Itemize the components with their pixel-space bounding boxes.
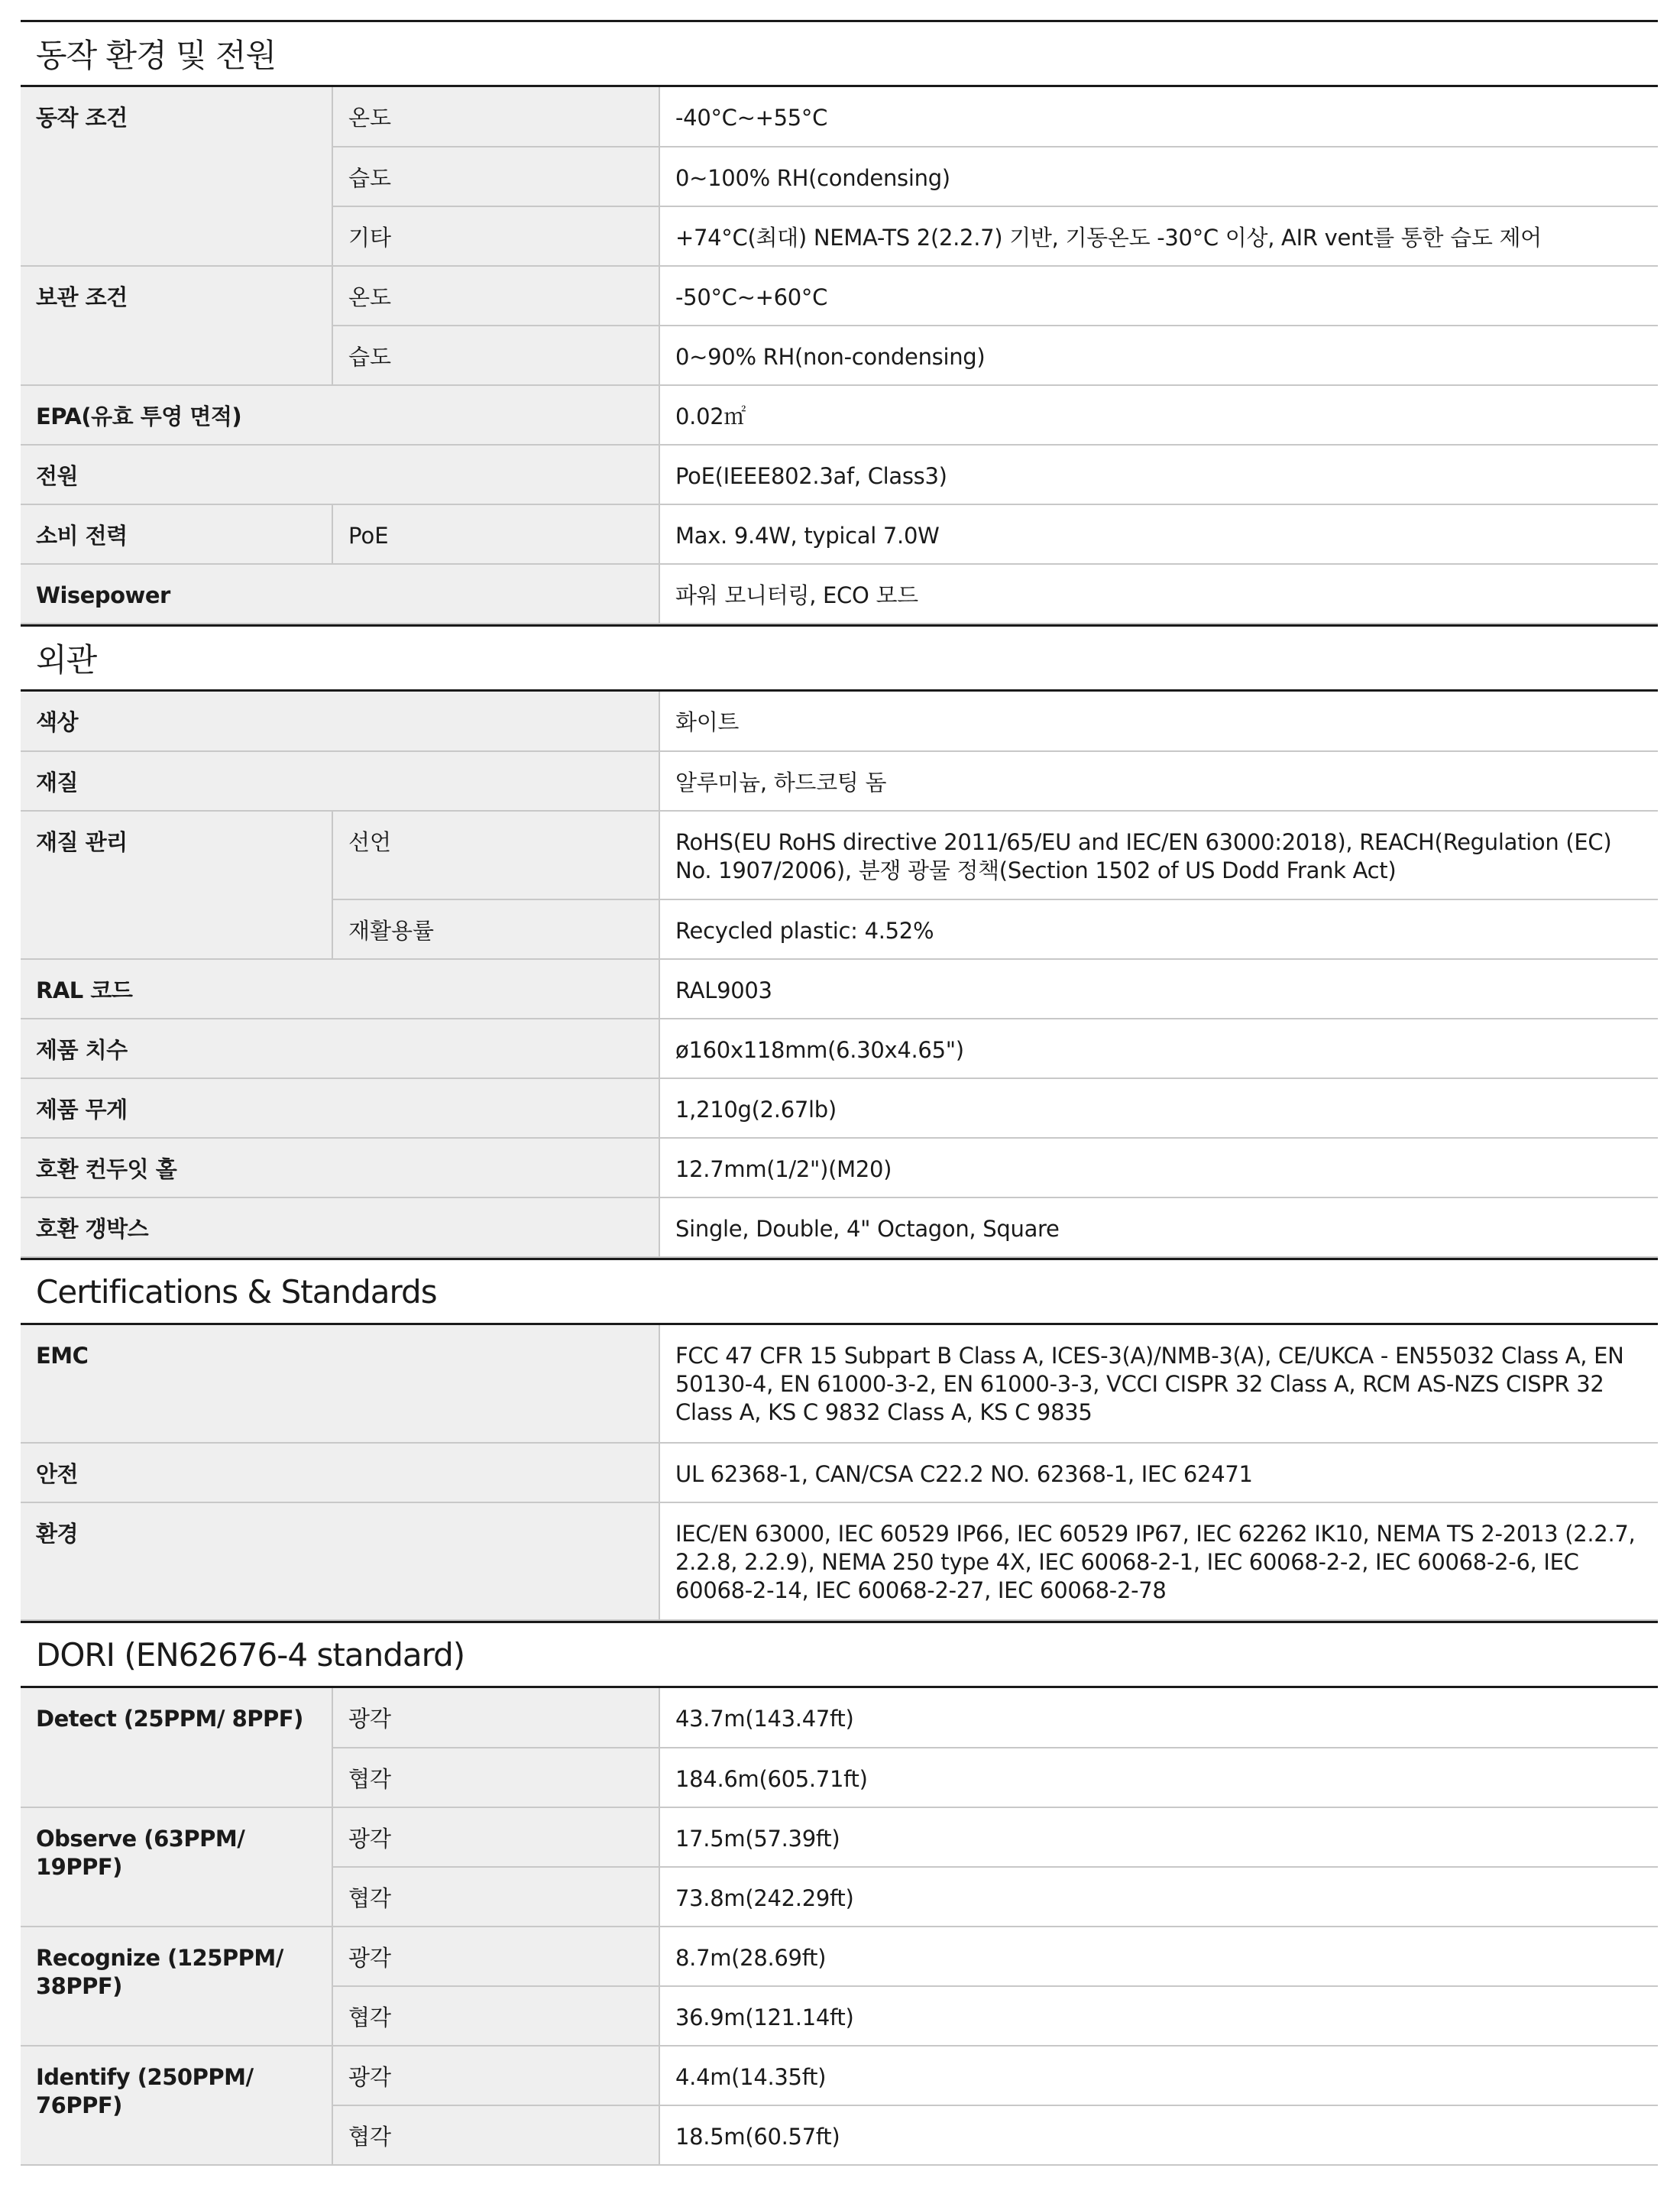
table-row bbox=[21, 1443, 1658, 1502]
row-value: -40°C~+55°C bbox=[659, 87, 1658, 147]
table-row bbox=[21, 87, 1658, 147]
row-label: 보관 조건 bbox=[21, 266, 332, 385]
row-value: 18.5m(60.57ft) bbox=[659, 2105, 1658, 2165]
row-label: EPA(유효 투영 면적) bbox=[21, 385, 659, 445]
row-value: PoE(IEEE802.3af, Class3) bbox=[659, 445, 1658, 504]
table-row bbox=[21, 959, 1658, 1019]
table-row bbox=[21, 692, 1658, 751]
row-value: 파워 모니터링, ECO 모드 bbox=[659, 564, 1658, 624]
row-value: -50°C~+60°C bbox=[659, 266, 1658, 326]
table-row bbox=[21, 1688, 1658, 1748]
row-value: +74°C(최대) NEMA-TS 2(2.2.7) 기반, 기동온도 -30°C 이상, AIR vent를 통한 습도 제어 bbox=[659, 206, 1658, 266]
row-sublabel: 광각 bbox=[332, 1807, 659, 1867]
row-value: 화이트 bbox=[659, 692, 1658, 751]
row-value: FCC 47 CFR 15 Subpart B Class A, ICES-3(A)/NMB-3(A), CE/UKCA - EN55032 Class A, EN 50130-4, EN 61000-3-2, EN 61000-3-3, VCCI CISPR 32 Class A, RCM AS-NZS CISPR 32 Class A, KS C 9832 Class A, KS C 9835 bbox=[659, 1325, 1658, 1443]
table-row bbox=[21, 1927, 1658, 1986]
table-row bbox=[21, 751, 1658, 811]
row-value: UL 62368-1, CAN/CSA C22.2 NO. 62368-1, IEC 62471 bbox=[659, 1443, 1658, 1502]
row-sublabel: 협각 bbox=[332, 2105, 659, 2165]
table-row bbox=[21, 385, 1658, 445]
row-sublabel: 협각 bbox=[332, 1986, 659, 2046]
row-label: RAL 코드 bbox=[21, 959, 659, 1019]
section-title-certifications: Certifications & Standards bbox=[21, 1258, 1658, 1325]
row-value: 1,210g(2.67lb) bbox=[659, 1078, 1658, 1138]
table-row bbox=[21, 1197, 1658, 1257]
table-row bbox=[21, 564, 1658, 624]
table-row bbox=[21, 1019, 1658, 1078]
row-label: Recognize (125PPM/ 38PPF) bbox=[21, 1927, 332, 2046]
row-sublabel: 온도 bbox=[332, 266, 659, 326]
row-sublabel: 온도 bbox=[332, 87, 659, 147]
spec-table-certifications bbox=[21, 1325, 1658, 1621]
row-label: 안전 bbox=[21, 1443, 659, 1502]
row-sublabel: PoE bbox=[332, 504, 659, 564]
section-title-dori: DORI (EN62676-4 standard) bbox=[21, 1621, 1658, 1688]
row-value: 36.9m(121.14ft) bbox=[659, 1986, 1658, 2046]
section-title-appearance: 외관 bbox=[21, 624, 1658, 692]
row-label: Wisepower bbox=[21, 564, 659, 624]
table-row bbox=[21, 1502, 1658, 1620]
row-sublabel: 광각 bbox=[332, 1688, 659, 1748]
spec-sheet bbox=[21, 20, 1658, 2166]
row-label: 소비 전력 bbox=[21, 504, 332, 564]
row-value: 0~100% RH(condensing) bbox=[659, 147, 1658, 206]
row-value: ø160x118mm(6.30x4.65") bbox=[659, 1019, 1658, 1078]
row-value: 17.5m(57.39ft) bbox=[659, 1807, 1658, 1867]
row-label: 색상 bbox=[21, 692, 659, 751]
row-sublabel: 선언 bbox=[332, 811, 659, 899]
row-value: 43.7m(143.47ft) bbox=[659, 1688, 1658, 1748]
row-value: RAL9003 bbox=[659, 959, 1658, 1019]
row-label: 제품 치수 bbox=[21, 1019, 659, 1078]
spec-table-dori bbox=[21, 1688, 1658, 2166]
row-label: EMC bbox=[21, 1325, 659, 1443]
row-value: IEC/EN 63000, IEC 60529 IP66, IEC 60529 IP67, IEC 62262 IK10, NEMA TS 2-2013 (2.2.7, 2.2.8, 2.2.9), NEMA 250 type 4X, IEC 60068-2-1, IEC 60068-2-2, IEC 60068-2-6, IEC 60068-2-14, IEC 60068-2-27, IEC 60068-2-78 bbox=[659, 1502, 1658, 1620]
row-sublabel: 협각 bbox=[332, 1748, 659, 1807]
row-sublabel: 광각 bbox=[332, 1927, 659, 1986]
spec-table-operating bbox=[21, 87, 1658, 624]
row-value: Recycled plastic: 4.52% bbox=[659, 899, 1658, 959]
row-value: 0~90% RH(non-condensing) bbox=[659, 326, 1658, 385]
row-sublabel: 재활용률 bbox=[332, 899, 659, 959]
table-row bbox=[21, 504, 1658, 564]
row-label: Detect (25PPM/ 8PPF) bbox=[21, 1688, 332, 1807]
table-row bbox=[21, 1138, 1658, 1197]
row-label: 환경 bbox=[21, 1502, 659, 1620]
row-label: 호환 갱박스 bbox=[21, 1197, 659, 1257]
row-value: 12.7mm(1/2")(M20) bbox=[659, 1138, 1658, 1197]
table-row bbox=[21, 2046, 1658, 2105]
row-label: Observe (63PPM/ 19PPF) bbox=[21, 1807, 332, 1927]
spec-table-appearance bbox=[21, 692, 1658, 1258]
row-value: 0.02㎡ bbox=[659, 385, 1658, 445]
row-label: 재질 관리 bbox=[21, 811, 332, 959]
row-value: 4.4m(14.35ft) bbox=[659, 2046, 1658, 2105]
table-row bbox=[21, 1078, 1658, 1138]
section-title-operating: 동작 환경 및 전원 bbox=[21, 20, 1658, 87]
row-label: 동작 조건 bbox=[21, 87, 332, 266]
row-sublabel: 광각 bbox=[332, 2046, 659, 2105]
row-value: Max. 9.4W, typical 7.0W bbox=[659, 504, 1658, 564]
row-sublabel: 습도 bbox=[332, 326, 659, 385]
row-value: 184.6m(605.71ft) bbox=[659, 1748, 1658, 1807]
row-value: 73.8m(242.29ft) bbox=[659, 1867, 1658, 1927]
row-value: 8.7m(28.69ft) bbox=[659, 1927, 1658, 1986]
table-row bbox=[21, 266, 1658, 326]
row-label: 전원 bbox=[21, 445, 659, 504]
table-row bbox=[21, 445, 1658, 504]
row-label: Identify (250PPM/ 76PPF) bbox=[21, 2046, 332, 2165]
row-sublabel: 기타 bbox=[332, 206, 659, 266]
table-row bbox=[21, 811, 1658, 899]
row-label: 재질 bbox=[21, 751, 659, 811]
row-value: RoHS(EU RoHS directive 2011/65/EU and IEC/EN 63000:2018), REACH(Regulation (EC) No. 1907/2006), 분쟁 광물 정책(Section 1502 of US Dodd Frank Act) bbox=[659, 811, 1658, 899]
table-row bbox=[21, 1325, 1658, 1443]
row-value: Single, Double, 4" Octagon, Square bbox=[659, 1197, 1658, 1257]
row-label: 호환 컨두잇 홀 bbox=[21, 1138, 659, 1197]
row-value: 알루미늄, 하드코팅 돔 bbox=[659, 751, 1658, 811]
row-sublabel: 습도 bbox=[332, 147, 659, 206]
table-row bbox=[21, 1807, 1658, 1867]
row-sublabel: 협각 bbox=[332, 1867, 659, 1927]
row-label: 제품 무게 bbox=[21, 1078, 659, 1138]
